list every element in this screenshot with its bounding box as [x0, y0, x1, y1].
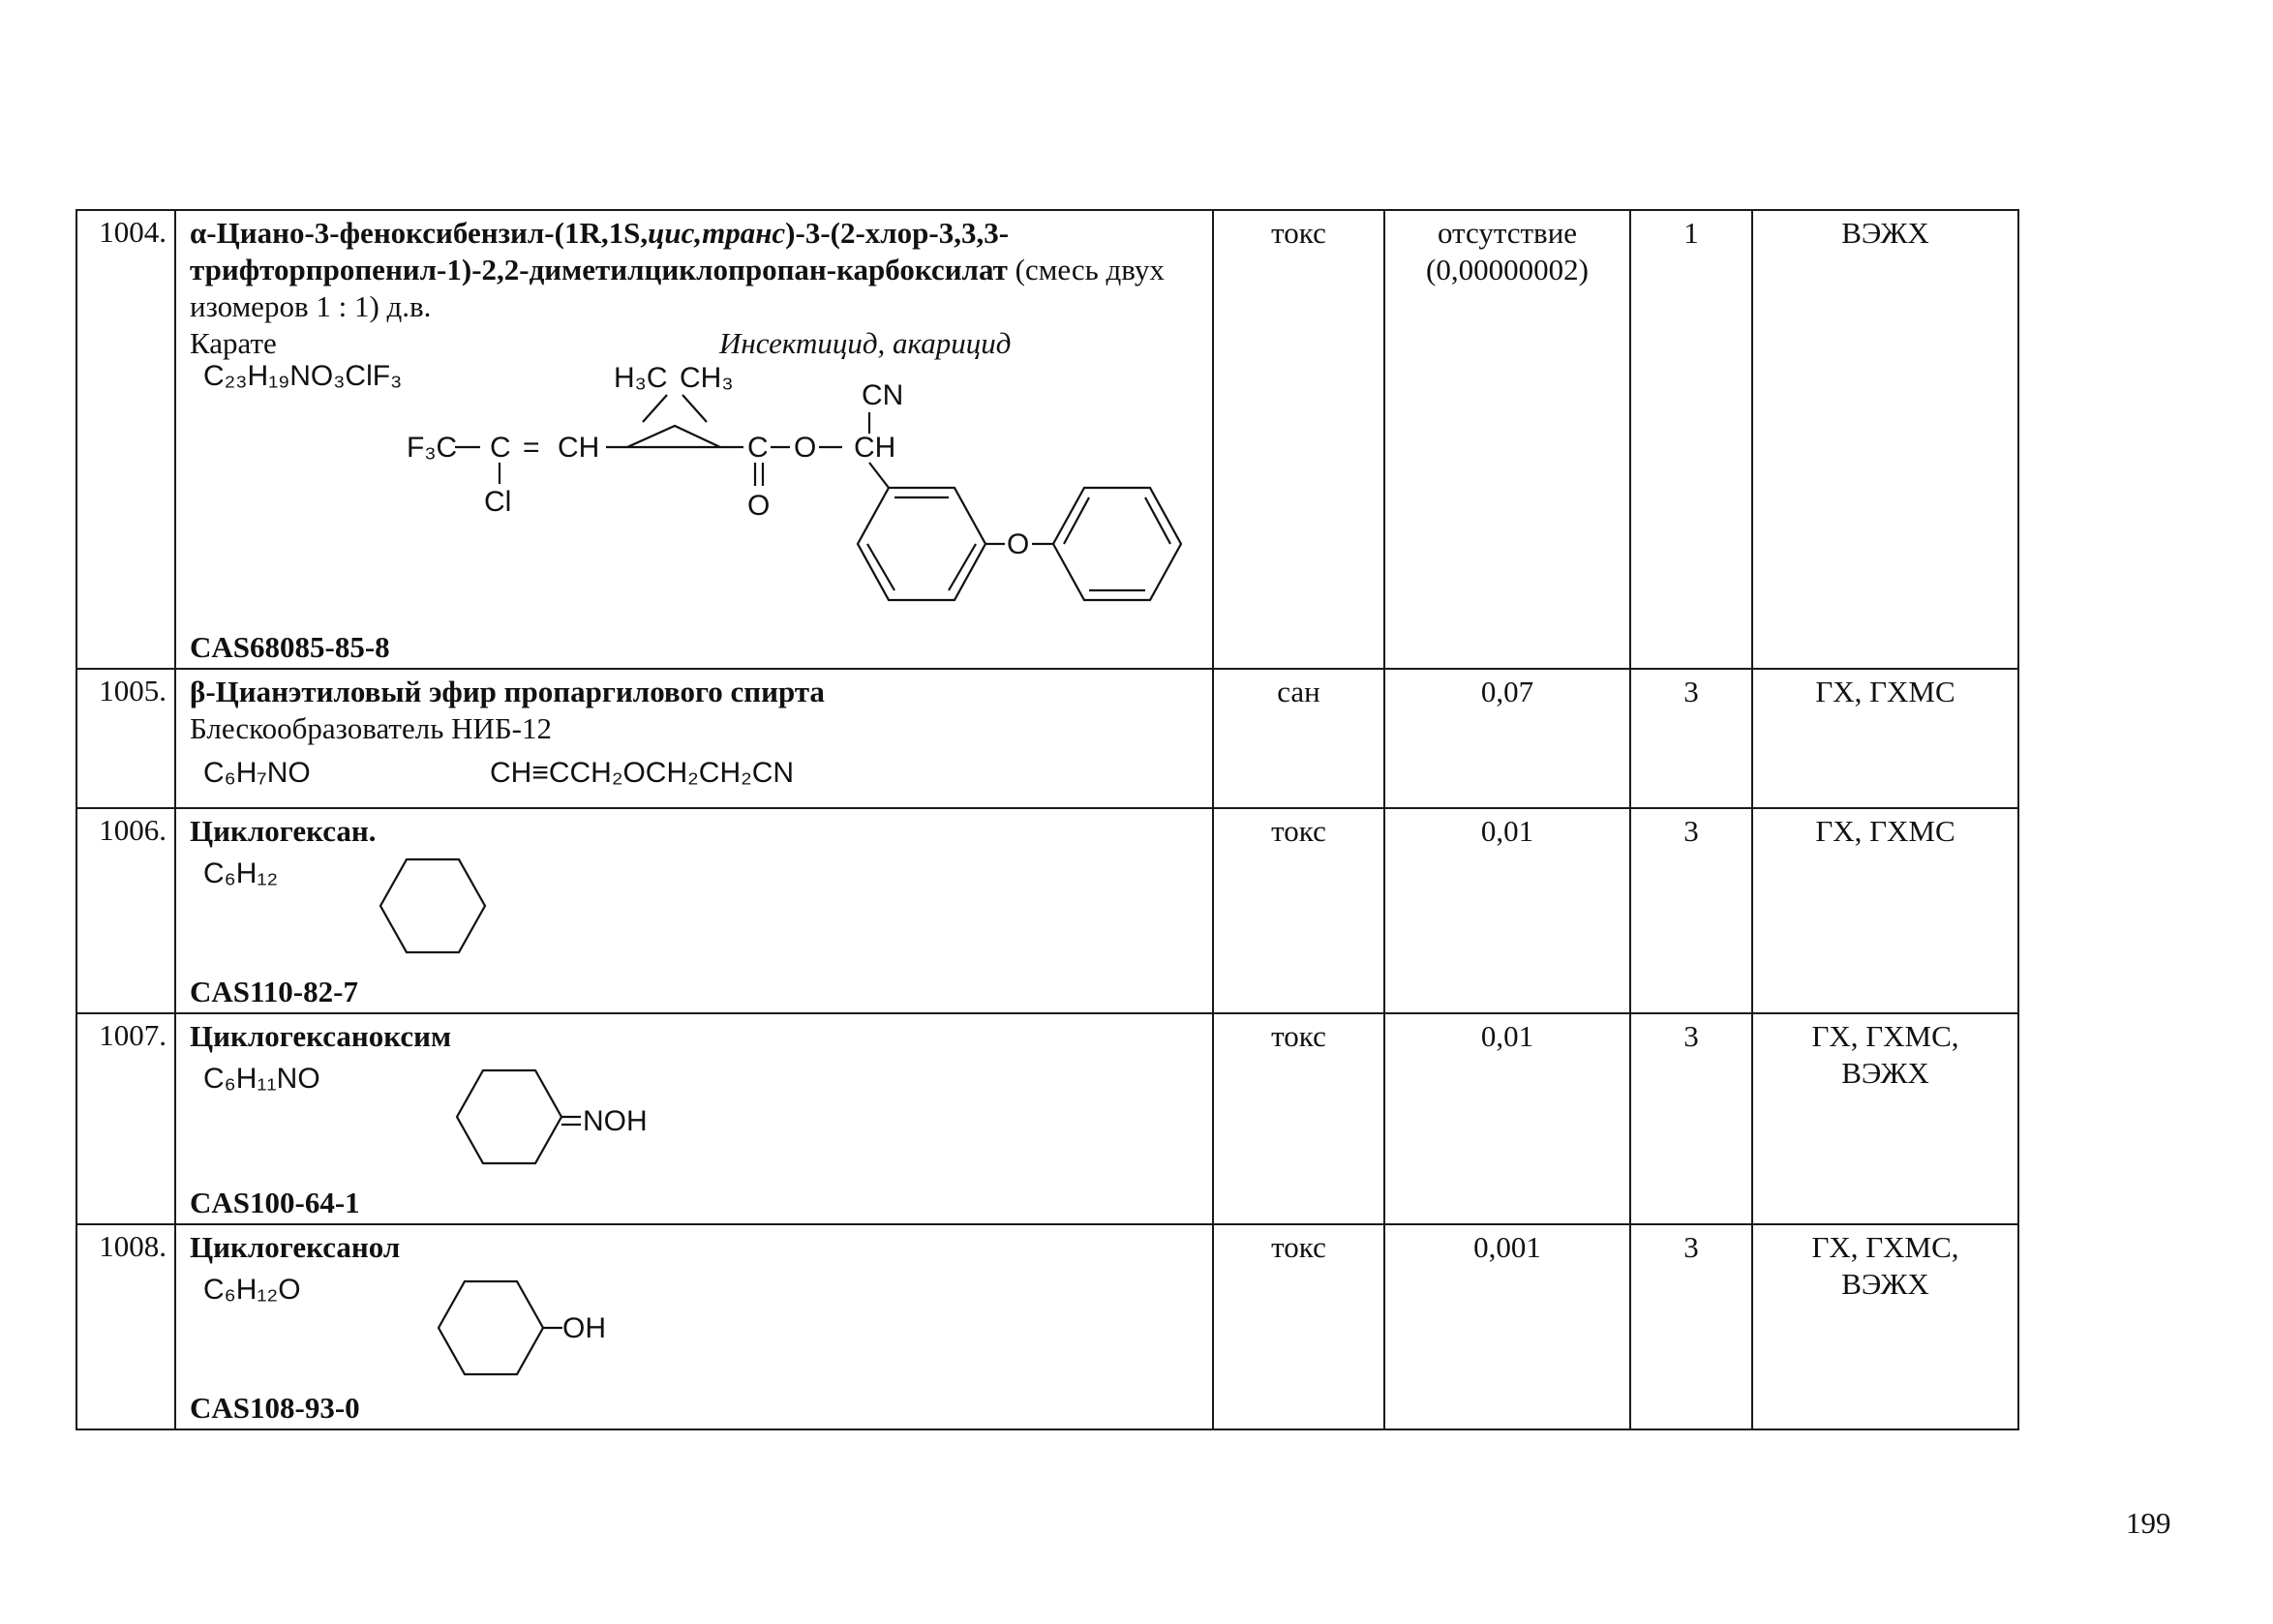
- substance-name: β-Цианэтиловый эфир пропаргилового спирта: [190, 675, 825, 708]
- analysis-method: ГХ, ГХМС: [1752, 808, 2018, 1013]
- hydroxyl-group: OH: [562, 1312, 606, 1344]
- trade-name: Блескообразователь НИБ-12: [190, 711, 552, 745]
- structure-formula: [190, 1266, 693, 1386]
- hazard-indicator: токс: [1213, 808, 1384, 1013]
- substance-description: [175, 210, 1213, 669]
- cas-number: CAS110-82-7: [190, 975, 358, 1008]
- cas-number: CAS68085-85-8: [190, 630, 390, 664]
- molecular-formula: C₆H₁₂: [203, 857, 279, 889]
- hazard-indicator: токс: [1213, 210, 1384, 669]
- row-number: 1007.: [76, 1013, 175, 1224]
- svg-text:=: =: [523, 432, 540, 464]
- analysis-method: ГХ, ГХМС: [1752, 669, 2018, 808]
- svg-text:CH: CH: [558, 432, 600, 464]
- limit-value: 0,001: [1384, 1224, 1630, 1429]
- hazard-indicator: сан: [1213, 669, 1384, 808]
- cas-number: CAS100-64-1: [190, 1186, 360, 1219]
- analysis-method: ГХ, ГХМС, ВЭЖХ: [1752, 1013, 2018, 1224]
- substance-description: [175, 669, 1213, 808]
- structural-formula: CH≡CCH₂OCH₂CH₂CN: [490, 757, 795, 789]
- substance-description: [175, 1013, 1213, 1224]
- molecular-formula: C₆H₁₁NO: [203, 1063, 320, 1095]
- limit-value: 0,07: [1384, 669, 1630, 808]
- svg-text:O: O: [747, 490, 771, 522]
- molecular-formula: C₆H₇NO: [203, 757, 311, 789]
- limit-value: отсутствие (0,00000002): [1384, 210, 1630, 669]
- limit-value: 0,01: [1384, 1013, 1630, 1224]
- svg-text:F₃C: F₃C: [407, 432, 458, 464]
- svg-text:C: C: [490, 432, 511, 464]
- hazard-indicator: токс: [1213, 1224, 1384, 1429]
- hazard-class: 3: [1630, 1224, 1752, 1429]
- substance-description: [175, 808, 1213, 1013]
- page-number: 199: [2126, 1506, 2171, 1540]
- row-number: 1004.: [76, 210, 175, 669]
- structure-formula: [190, 850, 577, 966]
- usage: Инсектицид, акарицид: [719, 326, 1012, 360]
- table-row: [76, 1224, 2018, 1429]
- substances-table: [76, 209, 2019, 1430]
- cas-number: CAS108-93-0: [190, 1391, 360, 1425]
- table-row: [76, 1013, 2018, 1224]
- molecular-formula: C₂₃H₁₉NO₃ClF₃: [203, 362, 403, 392]
- substance-description: [175, 1224, 1213, 1429]
- molecular-formula: C₆H₁₂O: [203, 1274, 301, 1306]
- structure-formula: [190, 1055, 693, 1179]
- svg-text:H₃C: H₃C: [614, 362, 668, 394]
- substance-name: Циклогексан.: [190, 814, 377, 848]
- row-number: 1005.: [76, 669, 175, 808]
- hazard-class: 3: [1630, 808, 1752, 1013]
- limit-value: 0,01: [1384, 808, 1630, 1013]
- svg-text:O: O: [1007, 528, 1030, 560]
- analysis-method: ВЭЖХ: [1752, 210, 2018, 669]
- substance-name: Циклогексаноксим: [190, 1019, 452, 1053]
- svg-text:C: C: [747, 432, 769, 464]
- svg-text:CN: CN: [862, 379, 904, 411]
- table-row: [76, 210, 2018, 669]
- structure-formula: [190, 362, 1197, 633]
- hazard-class: 3: [1630, 1013, 1752, 1224]
- svg-text:O: O: [794, 432, 817, 464]
- svg-text:Cl: Cl: [484, 486, 512, 518]
- hazard-class: 3: [1630, 669, 1752, 808]
- svg-text:CH₃: CH₃: [680, 362, 734, 394]
- trade-name: Карате: [190, 326, 277, 360]
- table-row: [76, 808, 2018, 1013]
- substance-name: α-Циано-3-феноксибензил-(1R,1S,цис,транс)-3-(2-хлор-3,3,3-трифторпропенил-1)-2,2-диметилциклопропан-карбоксилат (смесь двух изомеров 1 : 1) д.в.: [190, 216, 1165, 323]
- table-row: [76, 669, 2018, 808]
- svg-text:CH: CH: [854, 432, 896, 464]
- row-number: 1006.: [76, 808, 175, 1013]
- hazard-class: 1: [1630, 210, 1752, 669]
- analysis-method: ГХ, ГХМС, ВЭЖХ: [1752, 1224, 2018, 1429]
- substance-name: Циклогексанол: [190, 1230, 401, 1264]
- row-number: 1008.: [76, 1224, 175, 1429]
- hazard-indicator: токс: [1213, 1013, 1384, 1224]
- oxime-group: NOH: [583, 1105, 648, 1137]
